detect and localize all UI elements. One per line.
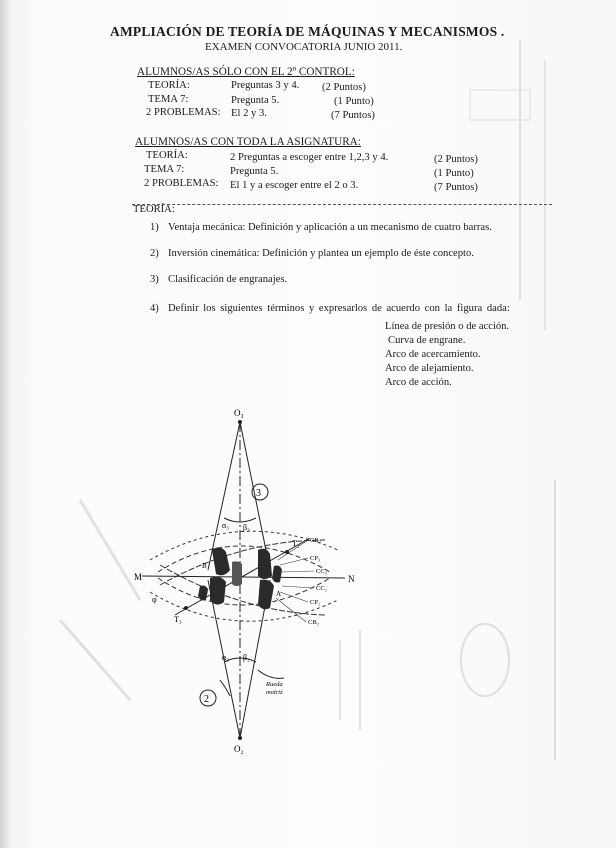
question-1-text: Ventaja mecánica: Definición y aplicación a un mecanismo de cuatro barras.	[168, 222, 492, 233]
question-4-text: Definir los siguientes términos y expresarlos de acuerdo con la figura dada:	[168, 303, 510, 314]
section2-row1-content: 2 Preguntas a escoger entre 1,2,3 y 4.	[230, 152, 389, 163]
section1-row1-points: (2 Puntos)	[322, 82, 366, 93]
gear3-radial-left	[208, 422, 240, 570]
label-cb3: CB₃	[310, 537, 321, 544]
term-approach-arc: Arco de acercamiento.	[385, 349, 481, 360]
driver-arrow	[258, 670, 284, 678]
label-alpha2: α₂	[222, 653, 229, 662]
section2-row1-points: (2 Puntos)	[434, 154, 478, 165]
label-leaders	[276, 540, 314, 622]
section1-row3-content: El 2 y 3.	[231, 108, 267, 119]
section2-row3-points: (7 Puntos)	[434, 182, 478, 193]
section1-row2-points: (1 Punto)	[334, 96, 374, 107]
exam-subtitle: EXAMEN CONVOCATORIA JUNIO 2011.	[205, 41, 403, 53]
question-2-text: Inversión cinemática: Definición y plantea un ejemplo de éste concepto.	[168, 248, 474, 259]
section1-row2-content: Pregunta 5.	[231, 95, 280, 106]
section1-heading: ALUMNOS/AS SÓLO CON EL 2º CONTROL:	[137, 66, 355, 78]
term-mesh-curve: Curva de engrane.	[388, 335, 466, 346]
label-cb2: CB₂	[308, 619, 319, 626]
label-phi: φ	[152, 595, 157, 604]
question-3-text: Clasificación de engranajes.	[168, 274, 288, 285]
label-beta3: β₃	[243, 523, 250, 532]
label-alpha3: α₃	[222, 521, 229, 530]
point-o2	[238, 736, 242, 740]
dashed-divider	[132, 204, 552, 205]
section2-row2-content: Pregunta 5.	[230, 166, 279, 177]
label-o2: O₂	[234, 744, 244, 754]
section1-row1-label: TEORÍA:	[148, 80, 190, 91]
section2-row2-points: (1 Punto)	[434, 168, 474, 179]
question-2-number: 2)	[150, 248, 159, 259]
label-n: N	[348, 574, 355, 584]
label-cc3: CC₃	[316, 568, 327, 575]
term-arc-of-action: Arco de acción.	[385, 377, 452, 388]
theory-heading: TEORÍA:	[133, 204, 175, 215]
question-1-number: 1)	[150, 222, 159, 233]
section2-row1-label: TEORÍA:	[146, 150, 188, 161]
gear-mesh-figure	[120, 400, 380, 760]
section2-row3-label: 2 PROBLEMAS:	[144, 178, 219, 189]
question-4-number: 4)	[150, 303, 159, 314]
question-3-number: 3)	[150, 274, 159, 285]
label-gear3: 3	[256, 488, 261, 499]
label-o3: O₃	[234, 408, 244, 418]
section1-row3-label: 2 PROBLEMAS:	[146, 107, 221, 118]
label-rueda: Rueda	[266, 681, 283, 688]
section1-row2-label: TEMA 7:	[148, 94, 189, 105]
section2-row2-label: TEMA 7:	[144, 164, 185, 175]
exam-title: AMPLIACIÓN DE TEORÍA DE MÁQUINAS Y MECANISMOS .	[110, 24, 505, 39]
label-cp2: CP₂	[310, 599, 321, 606]
label-cp3: CP₃	[310, 555, 321, 562]
label-m: M	[134, 572, 143, 582]
term-recess-arc: Arco de alejamiento.	[385, 363, 474, 374]
section2-heading: ALUMNOS/AS CON TODA LA ASIGNATURA:	[135, 136, 361, 148]
label-t3: T₃	[174, 615, 182, 624]
section1-row1-content: Preguntas 3 y 4.	[231, 80, 300, 91]
label-t2: T₂	[292, 539, 300, 548]
label-gear2: 2	[204, 694, 209, 705]
term-line-of-action: Línea de presión o de acción.	[385, 321, 510, 332]
point-t3	[184, 606, 188, 610]
label-b: B	[202, 562, 207, 570]
point-o3	[238, 420, 242, 424]
label-cc2: CC₂	[316, 585, 327, 592]
section2-row3-content: El 1 y a escoger entre el 2 o 3.	[230, 180, 359, 191]
label-motriz: motriz	[266, 689, 283, 696]
label-a: A	[276, 590, 282, 598]
section1-row3-points: (7 Puntos)	[331, 110, 375, 121]
label-beta2: β₂	[243, 653, 250, 662]
